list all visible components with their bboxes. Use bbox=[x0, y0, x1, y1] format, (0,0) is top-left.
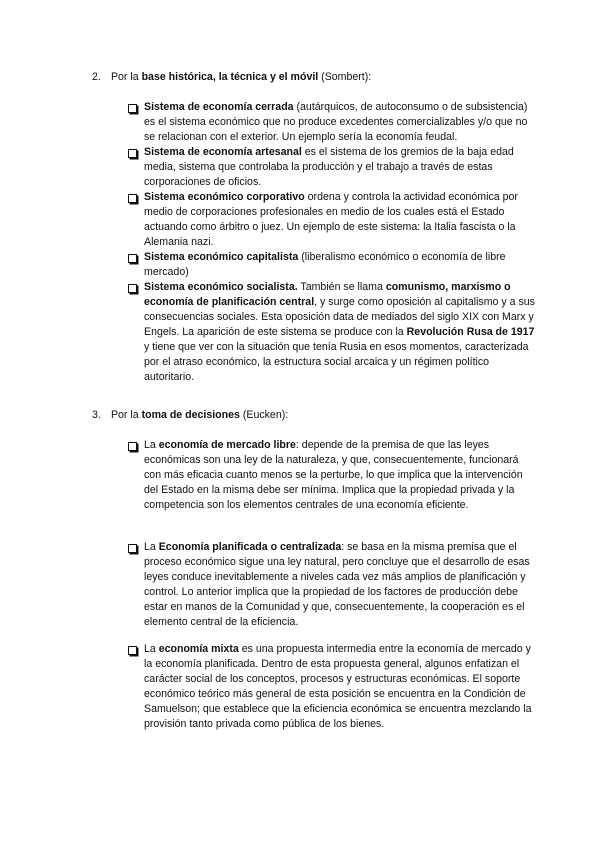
section-2-title: base histórica, la técnica y el móvil bbox=[141, 71, 319, 83]
section-2-heading bbox=[92, 70, 532, 85]
item-term: economía mixta bbox=[158, 643, 239, 655]
item-lead: La bbox=[144, 439, 159, 451]
section-2-prefix: Por la bbox=[110, 71, 142, 83]
section-3-heading bbox=[92, 408, 532, 423]
item-term-2: comunismo, marxismo o economía de planificación central bbox=[144, 281, 511, 308]
section-3-number: 3. bbox=[92, 409, 101, 421]
section-3-title: toma de decisiones bbox=[141, 409, 240, 421]
section-3-list-2 bbox=[144, 540, 536, 630]
list-item bbox=[144, 642, 536, 732]
list-item bbox=[144, 540, 536, 630]
checkbox-bullet-icon bbox=[128, 104, 137, 113]
item-text-3: y tiene que ver con la situación que tenía Rusia en esos momentos, caracterizada por el atraso económico, la estructura social arcaica y un régimen político autoritario. bbox=[144, 341, 529, 383]
checkbox-bullet-icon bbox=[128, 646, 137, 655]
item-term: Sistema de economía cerrada bbox=[144, 101, 294, 113]
list-item bbox=[144, 438, 536, 513]
item-text: es una propuesta intermedia entre la economía de mercado y la economía planificada. Dentro de esta propuesta general, algunos enfatizan el carácter social de los conceptos, procesos y estructuras económicas. El soporte económico teórico más general de esta posición se encuentra en la Condición de Samuelson; que establece que la eficiencia económica se encuentra mezclando la provisión tanto privada como pública de los bienes. bbox=[144, 643, 532, 730]
item-text: (autárquicos, de autoconsumo o de subsistencia) es el sistema económico que no produce excedentes comercializables y/o que no se relacionan con el exterior. Un ejemplo sería la economía feudal. bbox=[144, 101, 528, 143]
item-term: economía de mercado libre bbox=[158, 439, 296, 451]
checkbox-bullet-icon bbox=[128, 254, 137, 263]
section-3-list-3 bbox=[144, 642, 536, 732]
item-text: (liberalismo económico o economía de libre mercado) bbox=[144, 251, 506, 278]
item-term: Sistema económico capitalista bbox=[144, 251, 299, 263]
item-term: Sistema de economía artesanal bbox=[144, 146, 302, 158]
item-term: Sistema económico socialista. bbox=[144, 281, 298, 293]
section-3-list-1 bbox=[144, 438, 536, 513]
item-text: : se basa en la misma premisa que el proceso económico sigue una ley natural, pero concluye que el desarrollo de esas leyes conduce inevitablemente a niveles cada vez más amplios de planificación y control. Lo anterior implica que la propiedad de los factores de producción debe estar en manos de la Comunidad y que, consecuentemente, la cooperación es el elemento central de la eficiencia. bbox=[144, 541, 530, 628]
list-item bbox=[144, 250, 536, 280]
item-text-2: , y surge como oposición al capitalismo y a sus consecuencias sociales. Esta oposición data de mediados del siglo XIX con Marx y Engels. La aparición de este sistema se produce con la bbox=[144, 296, 535, 338]
section-3-prefix: Por la bbox=[110, 409, 142, 421]
section-3-suffix: (Eucken): bbox=[239, 409, 289, 421]
checkbox-bullet-icon bbox=[128, 284, 137, 293]
section-2-number: 2. bbox=[92, 71, 101, 83]
list-item bbox=[144, 145, 536, 190]
list-item bbox=[144, 280, 536, 385]
list-item bbox=[144, 100, 536, 145]
section-2-list bbox=[144, 100, 536, 385]
list-item bbox=[144, 190, 536, 250]
checkbox-bullet-icon bbox=[128, 194, 137, 203]
item-text: También se llama bbox=[297, 281, 386, 293]
item-term-3: Revolución Rusa de 1917 bbox=[406, 326, 535, 338]
item-text: ordena y controla la actividad económica por medio de corporaciones profesionales en medio de los cuales está el Estado actuando como árbitro o juez. Un ejemplo de este sistema: la Italia fascista o la Alemania nazi. bbox=[144, 191, 518, 248]
item-lead: La bbox=[144, 643, 159, 655]
item-term: Economía planificada o centralizada bbox=[158, 541, 342, 553]
section-2-suffix: (Sombert): bbox=[318, 71, 372, 83]
item-text: : depende de la premisa de que las leyes económicas son una ley de la naturaleza, y que, consecuentemente, funcionará con más eficacia cuanto menos se la perturbe, lo que implica que la intervención del Estado en la misma debe ser mínima. Implica que la propiedad privada y la competencia son los elementos centrales de una economía eficiente. bbox=[144, 439, 523, 511]
item-term: Sistema económico corporativo bbox=[144, 191, 305, 203]
item-text: es el sistema de los gremios de la baja edad media, sistema que controlaba la producción y el trabajo a través de estas corporaciones de oficios. bbox=[144, 146, 514, 188]
checkbox-bullet-icon bbox=[128, 544, 137, 553]
checkbox-bullet-icon bbox=[128, 442, 137, 451]
checkbox-bullet-icon bbox=[128, 149, 137, 158]
item-lead: La bbox=[144, 541, 159, 553]
